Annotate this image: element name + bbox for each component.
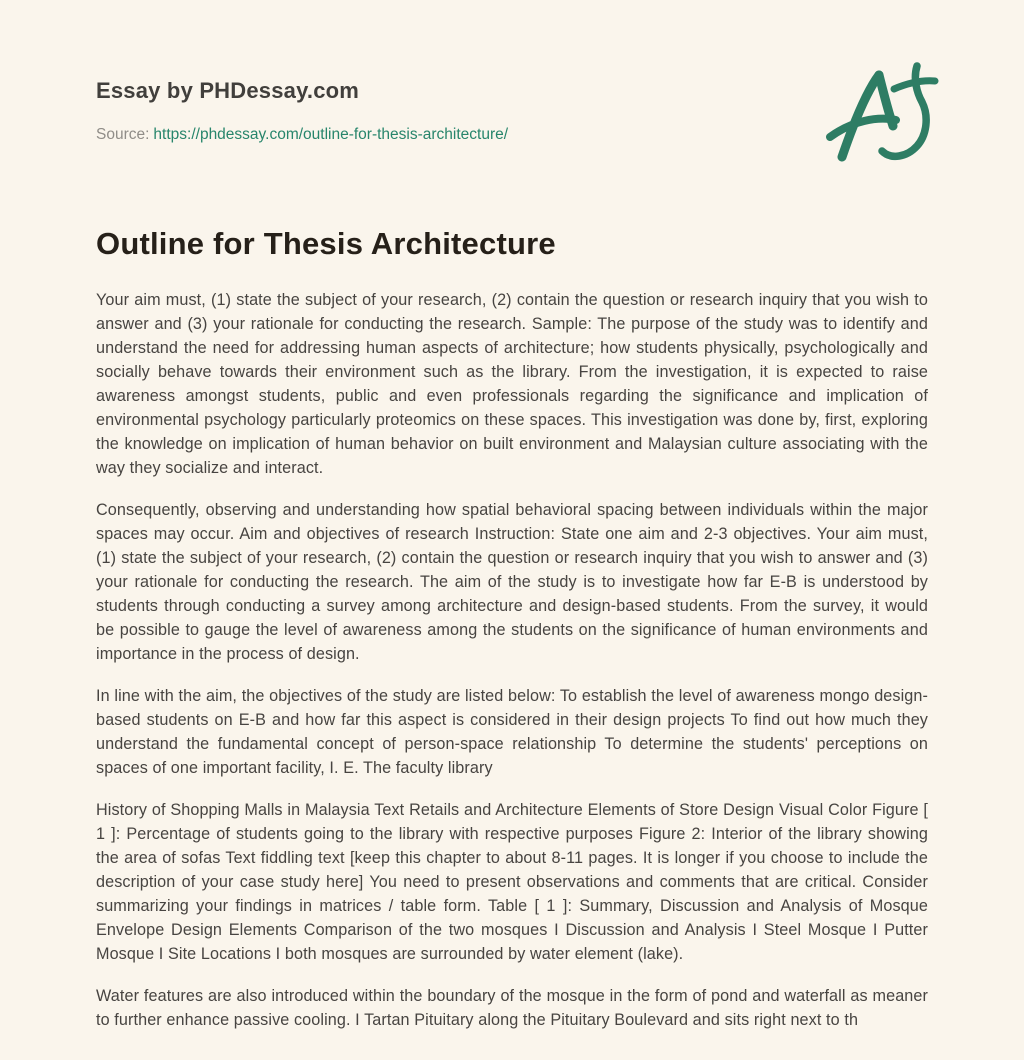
essay-body [96,288,928,1032]
essay-paragraph-3: In line with the aim, the objectives of the study are listed below: To establish the level of awareness mongo design-based students on E-B and how far this aspect is considered in their design projects To find out how much they understand the fundamental concept of person-space relationship To determine the students' perceptions on spaces of one important facility, I. E. The faculty library [96,687,928,777]
page-title: Outline for Thesis Architecture [96,226,556,261]
a-plus-logo-icon [822,58,942,172]
source-label: Source: [96,126,150,143]
source-row [96,125,928,145]
source-url-link[interactable]: https://phdessay.com/outline-for-thesis-architecture/ [153,126,509,143]
essay-paragraph-1: Your aim must, (1) state the subject of your research, (2) contain the question or research inquiry that you wish to answer and (3) your rationale for conducting the research. Sample: The purpose of the study was to identify and understand the need for addressing human aspects of architecture; how students physically, psychologically and socially behave towards their environment such as the library. From the investigation, it is expected to raise awareness amongst students, public and even professionals regarding the significance and implication of environmental psychology particularly proteomics on these spaces. This investigation was done by, first, exploring the knowledge on implication of human behavior on built environment and Malaysian culture associating with the way they socialize and interact. [96,291,928,477]
essay-paragraph-2: Consequently, observing and understanding how spatial behavioral spacing between individuals within the major spaces may occur. Aim and objectives of research Instruction: State one aim and 2-3 objectives. Your aim must, (1) state the subject of your research, (2) contain the question or research inquiry that you wish to answer and (3) your rationale for conducting the research. The aim of the study is to investigate how far E-B is understood by students through conducting a survey among architecture and design-based students. From the survey, it would be possible to gauge the level of awareness among the students on the significance of human environments and importance in the process of design. [96,501,928,663]
essay-paragraph-4: History of Shopping Malls in Malaysia Text Retails and Architecture Elements of Store Design Visual Color Figure [ 1 ]: Percentage of students going to the library with respective purposes Figure 2: Interior of the library showing the area of sofas Text fiddling text [keep this chapter to about 8-11 pages. It is longer if you choose to include the description of your case study here] You need to present observations and comments that are critical. Consider summarizing your findings in matrices / table form. Table [ 1 ]: Summary, Discussion and Analysis of Mosque Envelope Design Elements Comparison of the two mosques I Discussion and Analysis I Steel Mosque I Putter Mosque I Site Locations I both mosques are surrounded by water element (lake). [96,801,928,963]
essay-byline: Essay by PHDessay.com [96,78,360,103]
essay-paragraph-5: Water features are also introduced within the boundary of the mosque in the form of pond and waterfall as meaner to further enhance passive cooling. I Tartan Pituitary along the Pituitary Boulevard and sits right next to th [96,987,928,1029]
